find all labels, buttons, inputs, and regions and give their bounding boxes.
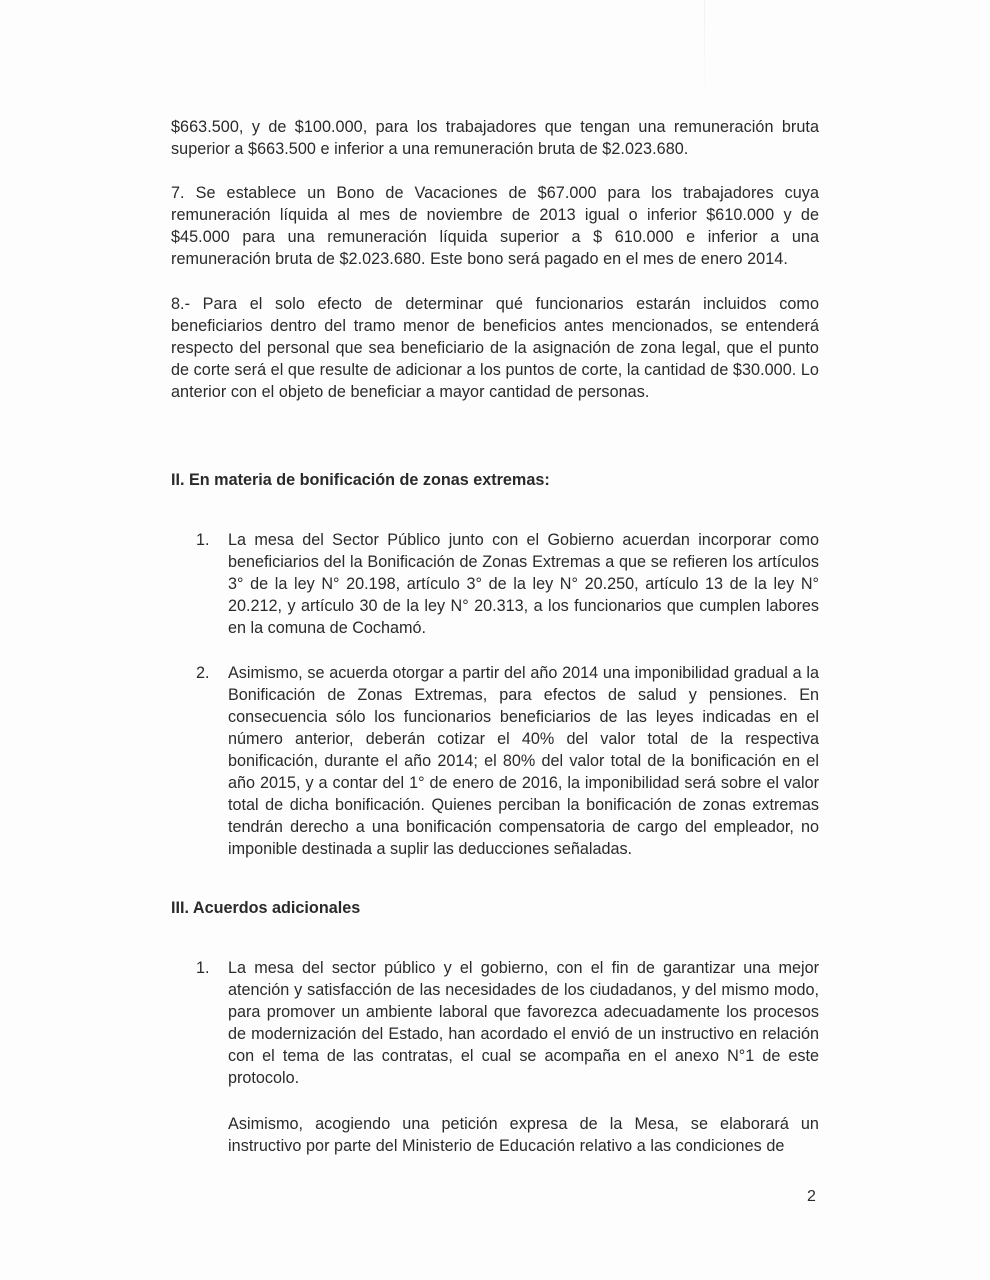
section-iii-item-1-continuation: Asimismo, acogiendo una petición expresa de la Mesa, se elaborará un instructivo por parte del Ministerio de Educación relativo a las condiciones de [228,1115,819,1155]
section-ii-heading: II. En materia de bonificación de zonas extremas: [171,471,550,489]
section-iii-item-1 [196,957,819,1089]
paragraph-punto-de-corte: 8.- Para el solo efecto de determinar qué funcionarios estarán incluidos como beneficiarios dentro del tramo menor de beneficios antes mencionados, se entenderá respecto del personal que sea beneficiario de la asignación de zona legal, que el punto de corte será el que resulte de adicionar a los puntos de corte, la cantidad de $30.000. Lo anterior con el objeto de beneficiar a mayor cantidad de personas. [171,295,819,401]
page-number: 2 [807,1188,816,1205]
list-item-number: 2. [196,664,210,682]
paragraph-bono-vacaciones: 7. Se establece un Bono de Vacaciones de $67.000 para los trabajadores cuya remuneración líquida al mes de noviembre de 2013 igual o inferior $610.000 y de $45.000 para una remuneración líquida superior a $ 610.000 e inferior a una remuneración bruta de $2.023.680. Este bono será pagado en el mes de enero 2014. [171,184,819,268]
paragraph-bono-remuneracion: $663.500, y de $100.000, para los trabajadores que tengan una remuneración bruta superior a $663.500 e inferior a una remuneración bruta de $2.023.680. [171,118,819,158]
section-ii-item-1 [196,529,819,639]
list-item-number: 1. [196,959,210,977]
list-item-text: La mesa del sector público y el gobierno, con el fin de garantizar una mejor atención y satisfacción de las necesidades de los ciudadanos, y del mismo modo, para promover un ambiente laboral que favorezca adecuadamente los procesos de modernización del Estado, han acordado el envió de un instructivo en relación con el tema de las contratas, el cual se acompaña en el anexo N°1 de este protocolo. [228,959,819,1087]
section-iii-heading: III. Acuerdos adicionales [171,899,361,917]
section-ii-item-2 [196,662,819,860]
list-item-text: Asimismo, se acuerda otorgar a partir del año 2014 una imponibilidad gradual a la Bonificación de Zonas Extremas, para efectos de salud y pensiones. En consecuencia sólo los funcionarios beneficiarios de las leyes indicadas en el número anterior, deberán cotizar el 40% del valor total de la respectiva bonificación, durante el año 2014; el 80% del valor total de la bonificación en el año 2015, y a contar del 1° de enero de 2016, la imponibilidad será sobre el valor total de dicha bonificación. Quienes perciban la bonificación de zonas extremas tendrán derecho a una bonificación compensatoria de cargo del empleador, no imponible destinada a suplir las deducciones señaladas. [228,664,819,858]
list-item-number: 1. [196,531,210,549]
scan-fold-mark [704,0,705,90]
list-item-text: La mesa del Sector Público junto con el Gobierno acuerdan incorporar como beneficiarios del la Bonificación de Zonas Extremas a que se refieren los artículos 3° de la ley N° 20.198, artículo 3° de la ley N° 20.250, artículo 13 de la ley N° 20.212, y artículo 30 de la ley N° 20.313, a los funcionarios que cumplen labores en la comuna de Cochamó. [228,531,819,637]
